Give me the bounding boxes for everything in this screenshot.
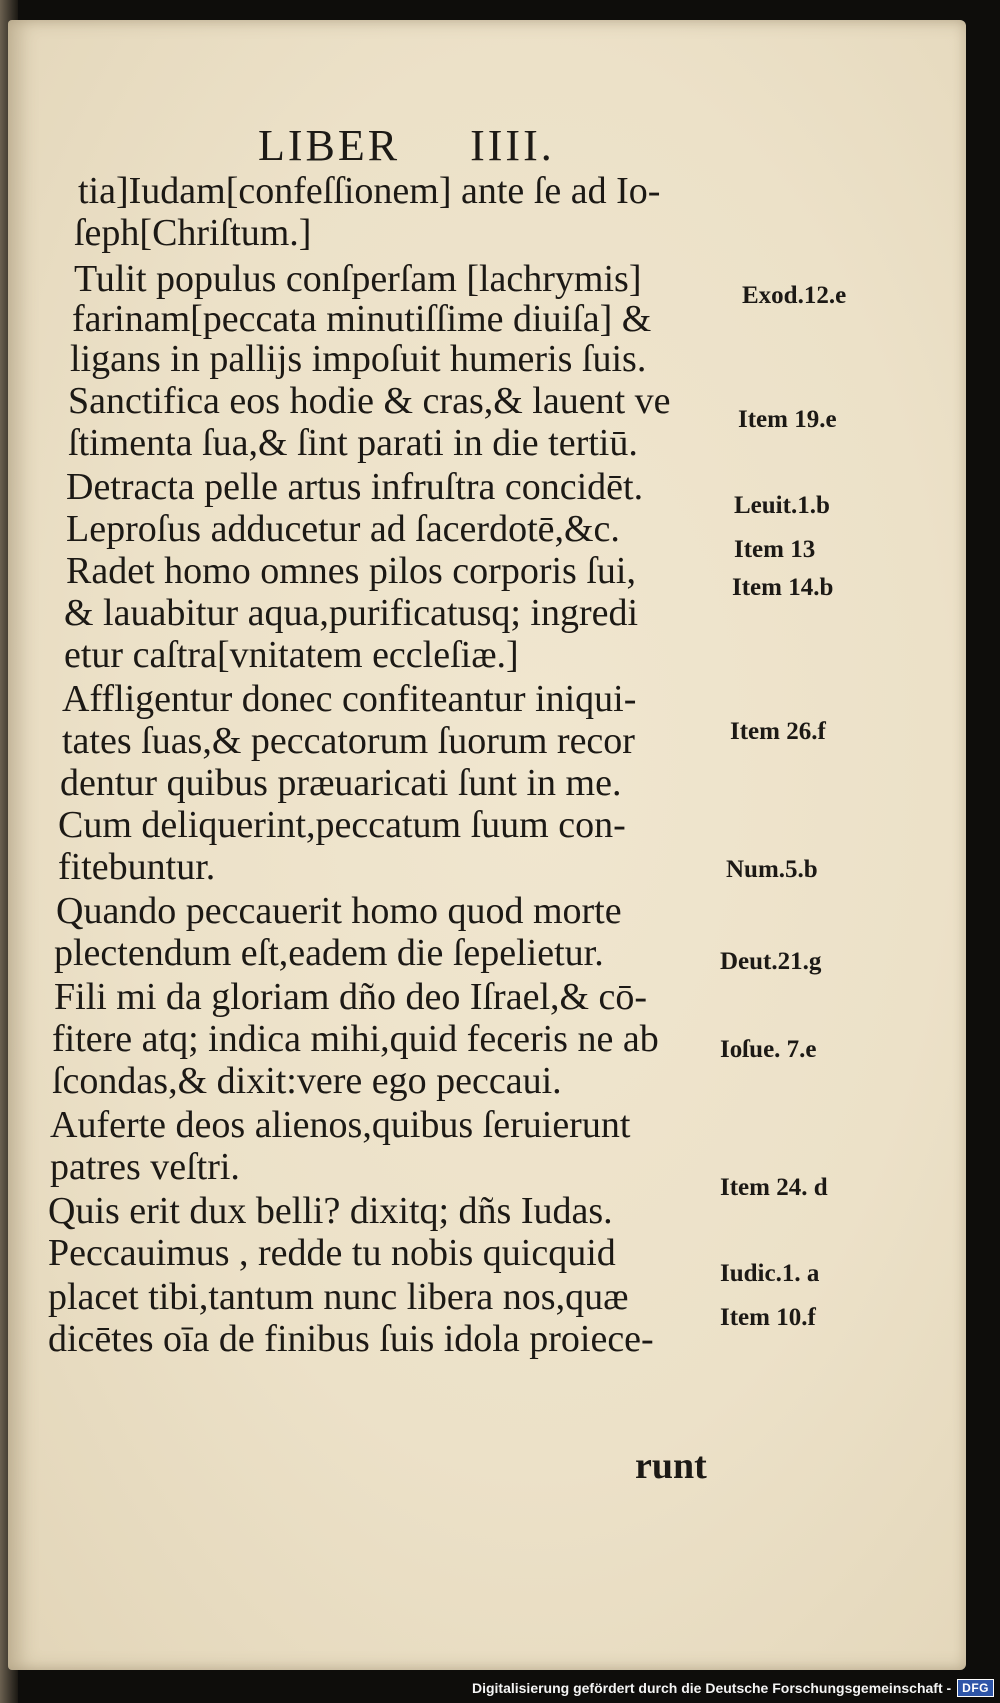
margin-reference: Leuit.1.b [734, 492, 830, 519]
text-line: Quis erit dux belli? dixitq; dñs Iudas. [48, 1190, 613, 1232]
header-word: LIBER [258, 121, 401, 170]
text-line: placet tibi,tantum nunc libera nos,quæ [48, 1276, 629, 1318]
text-line: dentur quibus præuaricati ſunt in me. [60, 762, 622, 804]
text-line: dicētes oīa de finibus ſuis idola proiece- [48, 1318, 654, 1360]
text-line: Leproſus adducetur ad ſacerdotē,&c. [66, 508, 620, 550]
margin-reference: Num.5.b [726, 856, 818, 883]
text-line: Cum deliquerint,peccatum ſuum con- [58, 804, 626, 846]
text-line: fitebuntur. [58, 846, 216, 888]
text-line: farinam[peccata minutiſſime diuiſa] & [72, 298, 652, 340]
text-line: Detracta pelle artus infruſtra concidēt. [66, 466, 644, 508]
text-line: Tulit populus conſperſam [lachrymis] [74, 258, 642, 300]
margin-reference: Item 13 [734, 536, 816, 563]
text-line: Radet homo omnes pilos corporis ſui, [66, 550, 636, 592]
text-line: Fili mi da gloriam dño deo Iſrael,& cō- [54, 976, 648, 1018]
margin-reference: Iudic.1. a [720, 1260, 820, 1287]
text-line: tates ſuas,& peccatorum ſuorum recor [62, 720, 635, 762]
header-book-number: IIII. [470, 121, 555, 170]
text-line: ſtimenta ſua,& ſint parati in die tertiū. [68, 422, 638, 464]
text-line: Sanctifica eos hodie & cras,& lauent ve [68, 380, 671, 422]
running-header [258, 120, 555, 171]
text-line: ligans in pallijs impoſuit humeris ſuis. [70, 338, 647, 380]
text-line: ſcondas,& dixit:vere ego peccaui. [52, 1060, 562, 1102]
margin-reference: Deut.21.g [720, 948, 822, 975]
margin-reference: Item 10.f [720, 1304, 816, 1331]
margin-reference: Item 24. d [720, 1174, 828, 1201]
footer-credit-text: Digitalisierung gefördert durch die Deutsche Forschungsgemeinschaft - [471, 1680, 952, 1696]
margin-reference: Item 19.e [738, 406, 837, 433]
text-line: Affligentur donec confiteantur iniqui- [62, 678, 637, 720]
margin-reference: Exod.12.e [742, 282, 847, 309]
catchword: runt [635, 1445, 707, 1487]
text-line: Quando peccauerit homo quod morte [56, 890, 622, 932]
digitization-footer [472, 1675, 994, 1701]
text-line: plectendum eſt,eadem die ſepelietur. [54, 932, 604, 974]
text-line: fitere atq; indica mihi,quid feceris ne ab [52, 1018, 659, 1060]
book-page [8, 20, 966, 1670]
text-line: ſeph[Chriſtum.] [74, 212, 312, 254]
text-line: & lauabitur aqua,purificatusq; ingredi [64, 592, 639, 634]
margin-reference: Ioſue. 7.e [720, 1036, 817, 1063]
text-line: Peccauimus , redde tu nobis quicquid [48, 1232, 616, 1274]
text-line: tia]Iudam[confeſſionem] ante ſe ad Io- [78, 170, 661, 212]
dfg-logo: DFG [957, 1679, 994, 1697]
margin-reference: Item 14.b [732, 574, 834, 601]
text-line: patres veſtri. [50, 1146, 240, 1188]
text-line: etur caſtra[vnitatem eccleſiæ.] [64, 634, 519, 676]
margin-reference: Item 26.f [730, 718, 826, 745]
text-line: Auferte deos alienos,quibus ſeruierunt [50, 1104, 631, 1146]
